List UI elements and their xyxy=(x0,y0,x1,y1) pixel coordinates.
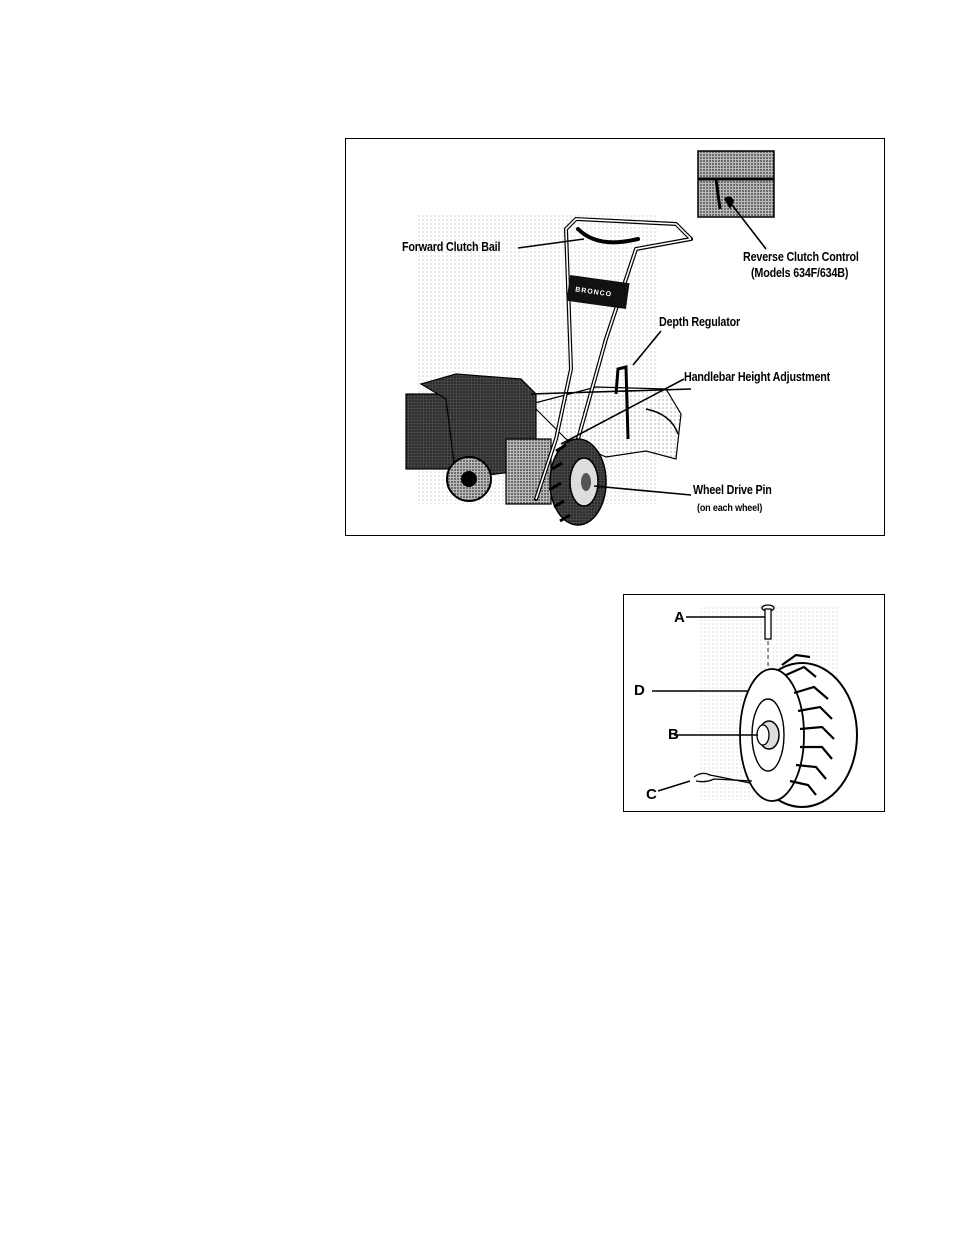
depth-regulator-label: Depth Regulator xyxy=(659,315,741,329)
forward-clutch-bail-label: Forward Clutch Bail xyxy=(402,240,501,254)
label-c: C xyxy=(646,786,657,803)
brand-plate-text: BRONCO xyxy=(574,286,613,299)
front-wheel xyxy=(550,439,606,525)
reverse-clutch-control-label: Reverse Clutch Control xyxy=(743,250,859,264)
wheel-drive-pin-label: Wheel Drive Pin xyxy=(693,483,772,497)
handlebar-height-adjustment-label: Handlebar Height Adjustment xyxy=(684,370,831,384)
reverse-clutch-inset xyxy=(698,151,774,217)
on-each-wheel-label: (on each wheel) xyxy=(697,502,763,514)
tiller-overview-figure xyxy=(345,138,885,536)
wheel-pin-illustration xyxy=(624,595,883,810)
tiller-illustration xyxy=(346,139,883,534)
reverse-clutch-models-label: (Models 634F/634B) xyxy=(751,266,849,280)
label-a: A xyxy=(674,609,685,626)
wheel-pin-detail-figure xyxy=(623,594,885,812)
label-d: D xyxy=(634,682,645,699)
label-b: B xyxy=(668,726,679,743)
